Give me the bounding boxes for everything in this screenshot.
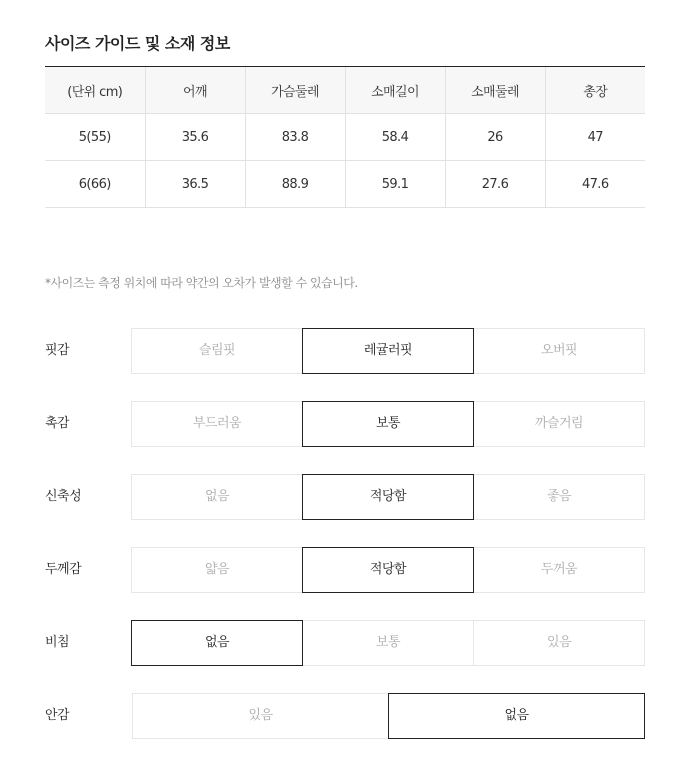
table-cell: 27.6 xyxy=(445,161,545,208)
column-header: 총장 xyxy=(545,67,645,114)
attribute-row-fit xyxy=(45,328,645,374)
option-group xyxy=(131,328,645,374)
option-thin: 얇음 xyxy=(131,547,303,593)
page-title: 사이즈 가이드 및 소재 정보 xyxy=(45,34,230,53)
attribute-label: 안감 xyxy=(45,708,70,723)
table-cell: 47.6 xyxy=(545,161,645,208)
attribute-row-sheerness xyxy=(45,620,645,666)
column-header: (단위 cm) xyxy=(45,67,145,114)
option-none: 없음 xyxy=(131,620,303,666)
option-rough: 까슬거림 xyxy=(473,401,645,447)
option-over-fit: 오버핏 xyxy=(473,328,645,374)
attribute-row-texture xyxy=(45,401,645,447)
attribute-label: 비침 xyxy=(45,635,70,650)
option-group xyxy=(131,401,645,447)
attribute-row-lining xyxy=(45,693,645,739)
attribute-label: 촉감 xyxy=(45,416,70,431)
column-header: 어깨 xyxy=(145,67,245,114)
option-group xyxy=(131,620,645,666)
option-soft: 부드러움 xyxy=(131,401,303,447)
size-table xyxy=(45,66,645,208)
attribute-row-stretch xyxy=(45,474,645,520)
table-cell: 6(66) xyxy=(45,161,145,208)
option-present: 있음 xyxy=(132,693,389,739)
attribute-row-thickness xyxy=(45,547,645,593)
option-slim-fit: 슬림핏 xyxy=(131,328,303,374)
table-cell: 35.6 xyxy=(145,114,245,161)
table-cell: 88.9 xyxy=(245,161,345,208)
table-row xyxy=(45,114,645,161)
option-group xyxy=(131,547,645,593)
column-header: 소매둘레 xyxy=(445,67,545,114)
table-cell: 47 xyxy=(545,114,645,161)
option-none: 없음 xyxy=(388,693,645,739)
table-cell: 58.4 xyxy=(345,114,445,161)
table-row xyxy=(45,161,645,208)
table-cell: 26 xyxy=(445,114,545,161)
option-moderate: 적당함 xyxy=(302,474,474,520)
table-cell: 36.5 xyxy=(145,161,245,208)
option-moderate: 적당함 xyxy=(302,547,474,593)
attribute-label: 핏감 xyxy=(45,343,70,358)
table-cell: 5(55) xyxy=(45,114,145,161)
option-none: 없음 xyxy=(131,474,303,520)
table-cell: 59.1 xyxy=(345,161,445,208)
option-normal: 보통 xyxy=(302,401,474,447)
option-thick: 두꺼움 xyxy=(473,547,645,593)
attribute-label: 두께감 xyxy=(45,562,82,577)
option-present: 있음 xyxy=(473,620,645,666)
column-header: 소매길이 xyxy=(345,67,445,114)
option-group xyxy=(132,693,645,739)
table-cell: 83.8 xyxy=(245,114,345,161)
option-good: 좋음 xyxy=(473,474,645,520)
attribute-label: 신축성 xyxy=(45,489,82,504)
table-header-row xyxy=(45,67,645,114)
option-regular-fit: 레귤러핏 xyxy=(302,328,474,374)
option-group xyxy=(131,474,645,520)
measurement-note: *사이즈는 측정 위치에 따라 약간의 오차가 발생할 수 있습니다. xyxy=(45,276,358,290)
column-header: 가슴둘레 xyxy=(245,67,345,114)
option-normal: 보통 xyxy=(302,620,474,666)
